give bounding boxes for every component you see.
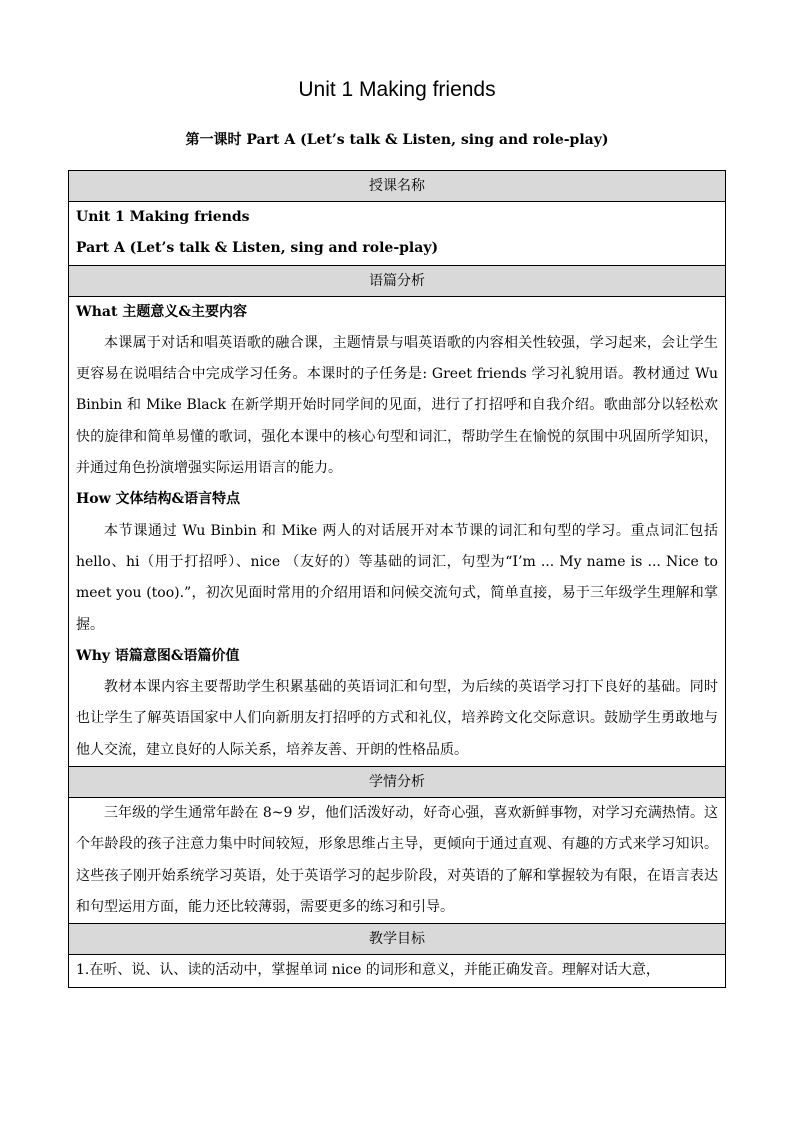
course-name-header: 授课名称 bbox=[69, 171, 726, 202]
teaching-goals-header: 教学目标 bbox=[69, 924, 726, 955]
how-paragraph: 本节课通过 Wu Binbin 和 Mike 两人的对话展开对本节课的词汇和句型的学习。重点词汇包括 hello、hi（用于打招呼）、nice （友好的）等基础的词汇，句型为“I’m ... My name is ... Nice to meet you (too).”，初次见面时常用的介绍用语和问候交流句式，简单直接，易于三年级学生理解和掌握。 bbox=[76, 522, 718, 633]
document-subtitle: 第一课时 Part A (Let’s talk & Listen, sing and role-play) bbox=[185, 132, 609, 148]
text-analysis-header: 语篇分析 bbox=[69, 265, 726, 296]
student-analysis-header: 学情分析 bbox=[69, 767, 726, 798]
course-name-cell bbox=[69, 202, 726, 266]
teaching-goals-cell bbox=[69, 955, 726, 987]
course-unit-line: Unit 1 Making friends bbox=[76, 209, 250, 225]
teaching-goal-item-1: 1.在听、说、认、读的活动中，掌握单词 nice 的词形和意义，并能正确发音。理解对话大意， bbox=[76, 962, 660, 979]
student-analysis-paragraph: 三年级的学生通常年龄在 8~9 岁，他们活泼好动，好奇心强，喜欢新鲜事物，对学习充满热情。这个年龄段的孩子注意力集中时间较短，形象思维占主导，更倾向于通过直观、有趣的方式来学习知识。这些孩子刚开始系统学习英语，处于英语学习的起步阶段，对英语的了解和掌握较为有限，在语言表达和句型运用方面，能力还比较薄弱，需要更多的练习和引导。 bbox=[76, 805, 718, 915]
why-heading: Why 语篇意图&语篇价值 bbox=[76, 647, 240, 664]
what-heading: What 主题意义&主要内容 bbox=[76, 303, 247, 320]
text-analysis-cell bbox=[69, 296, 726, 766]
how-heading: How 文体结构&语言特点 bbox=[76, 491, 241, 508]
what-paragraph: 本课属于对话和唱英语歌的融合课，主题情景与唱英语歌的内容相关性较强，学习起来，会让学生更容易在说唱结合中完成学习任务。本课时的子任务是: Greet friends 学习礼貌用语。教材通过 Wu Binbin 和 Mike Black 在新学期开始时同学间的见面，进行了打招呼和自我介绍。歌曲部分以轻松欢快的旋律和简单易懂的歌词，强化本课中的核心句型和词汇，帮助学生在愉悦的氛围中巩固所学知识，并通过角色扮演增强实际运用语言的能力。 bbox=[76, 334, 718, 477]
why-paragraph: 教材本课内容主要帮助学生积累基础的英语词汇和句型，为后续的英语学习打下良好的基础。同时也让学生了解英语国家中人们向新朋友打招呼的方式和礼仪，培养跨文化交际意识。鼓励学生勇敢地与他人交流，建立良好的人际关系，培养友善、开朗的性格品质。 bbox=[76, 679, 718, 758]
document-title: Unit 1 Making friends bbox=[298, 78, 496, 101]
student-analysis-cell bbox=[69, 798, 726, 924]
course-part-line: Part A (Let’s talk & Listen, sing and role-play) bbox=[76, 240, 439, 257]
lesson-plan-table bbox=[68, 170, 726, 988]
